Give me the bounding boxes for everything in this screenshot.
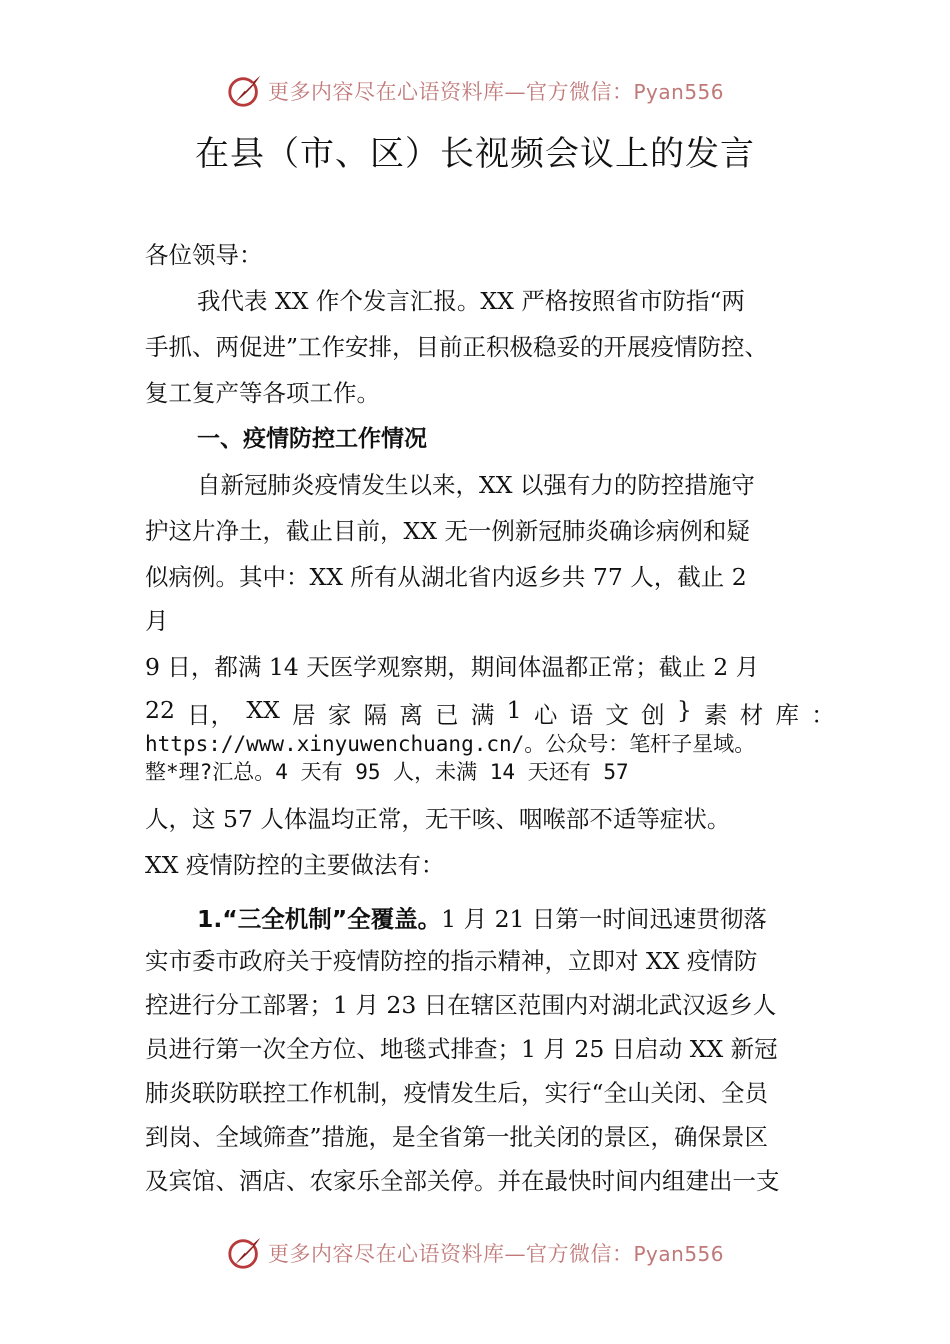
spread-word: 材 — [739, 701, 764, 729]
banner-wechat-id: Pyan556 — [633, 1242, 724, 1266]
intro-line-2: 手抓、两促进”工作安排，目前正积极稳妥的开展疫情防控、 — [145, 333, 769, 361]
spread-word: 心 — [533, 701, 558, 729]
document-title: 在县（市、区）长视频会议上的发言 — [195, 134, 755, 174]
banner-promo-text: 更多内容尽在心语资料库—官方微信： — [267, 80, 634, 104]
spread-line — [145, 696, 835, 730]
paragraph-line: 似病例。其中：XX 所有从湖北省内返乡共 77 人，截止 2 — [145, 563, 747, 591]
spread-word: ： — [811, 701, 835, 729]
paragraph-line: 人，这 57 人体温均正常，无干咳、咽喉部不适等症状。 — [145, 805, 731, 833]
item-1-first-line — [197, 900, 877, 934]
item-1-line: 肺炎联防联控工作机制，疫情发生后，实行“全山关闭、全员 — [145, 1079, 769, 1107]
intro-line-1: 我代表 XX 作个发言汇报。XX 严格按照省市防指“两 — [197, 287, 745, 315]
item-1-line: 及宾馆、酒店、农家乐全部关停。并在最快时间内组建出一支 — [145, 1167, 780, 1195]
spread-word: 素 — [704, 701, 728, 729]
paragraph-line: 自新冠肺炎疫情发生以来，XX 以强有力的防控措施守 — [197, 471, 755, 499]
item-1-line: 实市委市政府关于疫情防控的指示精神，立即对 XX 疫情防 — [145, 947, 758, 975]
item-1-first-rest: 1 月 21 日第一时间迅速贯彻落 — [441, 905, 767, 933]
item-1-lead: 1.“三全机制”全覆盖。 — [197, 905, 442, 933]
paragraph-line: 9 日，都满 14 天医学观察期，期间体温都正常；截止 2 月 — [145, 653, 760, 681]
item-1-line: 到岗、全域筛查”措施，是全省第一批关闭的景区，确保景区 — [145, 1123, 769, 1151]
header-banner — [0, 68, 950, 114]
quill-logo-icon — [226, 1234, 264, 1272]
spread-word: 家 — [327, 701, 352, 729]
spread-word: 离 — [399, 701, 423, 729]
intro-line-3: 复工复产等各项工作。 — [145, 379, 380, 407]
banner-text — [268, 1238, 724, 1268]
paragraph-line: 护这片净土，截止目前，XX 无一例新冠肺炎确诊病例和疑 — [145, 517, 750, 545]
section-heading-1: 一、疫情防控工作情况 — [197, 426, 427, 452]
greeting: 各位领导： — [145, 241, 263, 269]
spread-word: } — [676, 696, 692, 724]
spread-word: 创 — [641, 701, 665, 729]
spread-word: 已 — [435, 701, 459, 729]
quill-logo-icon — [226, 72, 264, 110]
item-1-line: 员进行第一次全方位、地毯式排查；1 月 25 日启动 XX 新冠 — [145, 1035, 778, 1063]
spread-word: 满 — [470, 701, 495, 729]
banner-text — [268, 76, 724, 106]
mixed-line: 整*理?汇总。4 天有 95 人，未满 14 天还有 57 — [145, 760, 629, 784]
spread-word: 隔 — [363, 701, 388, 729]
spread-word: 日， — [187, 701, 235, 729]
paragraph-line: 月 — [145, 607, 169, 635]
spread-word: 语 — [569, 701, 594, 729]
spread-word: XX — [246, 696, 280, 724]
footer-banner — [0, 1230, 950, 1276]
banner-promo-text: 更多内容尽在心语资料库—官方微信： — [267, 1242, 634, 1266]
spread-word: 居 — [292, 701, 316, 729]
item-1-line: 控进行分工部署；1 月 23 日在辖区范围内对湖北武汉返乡人 — [145, 991, 777, 1019]
banner-wechat-id: Pyan556 — [633, 80, 724, 104]
spread-word: 22 — [145, 696, 175, 724]
spread-word: 库 — [775, 701, 800, 729]
spread-word: 1 — [506, 696, 522, 724]
source-url-line: https://www.xinyuwenchuang.cn/。公众号：笔杆子星域。 — [145, 732, 756, 756]
paragraph-line: XX 疫情防控的主要做法有： — [145, 851, 445, 879]
spread-word: 文 — [605, 701, 629, 729]
